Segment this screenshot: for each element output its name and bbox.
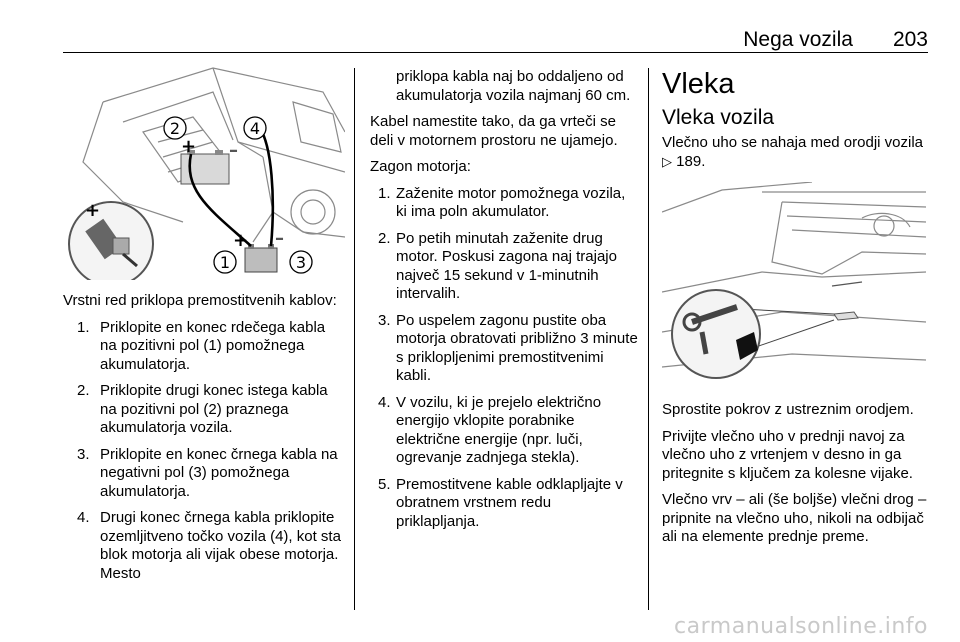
- towing-eye-illustration: [662, 182, 926, 387]
- intro-text: Vrstni red priklopa premostitvenih kablov:: [63, 292, 337, 309]
- auxiliary-battery: [245, 248, 277, 272]
- header-rule: [63, 52, 928, 53]
- list-item: 3. Priklopite en konec črnega kabla na negativni pol (3) pomožnega akumulatorja.: [77, 445, 338, 500]
- minus-sign-aux: –: [275, 228, 284, 249]
- list-item: 4. Drugi konec črnega kabla priklopite ozemljitveno točko vozila (4), kot sta blok motorja ali vijak obese motorja. Mesto: [77, 509, 341, 582]
- callout-3: 3: [295, 253, 307, 272]
- paragraph: Zagon motorja:: [370, 158, 471, 175]
- page-header: [63, 28, 928, 50]
- list-item: 1. Priklopite en konec rdečega kabla na pozitivni pol (1) pomožnega akumulatorja.: [77, 318, 326, 373]
- list-item: 2. Po petih minutah zaženite drug motor. Poskusi zagona naj trajajo največ 15 sekund v 1-minutnih intervalih.: [378, 229, 617, 302]
- paragraph: Vlečno vrv – ali (še boljše) vlečni drog – pripnite na vlečno uho, nikoli na odbijač ali na elemente prednje preme.: [662, 491, 927, 545]
- jump-start-illustration: [63, 62, 345, 280]
- continuation-text: priklopa kabla naj bo oddaljeno od akumulatorja vozila najmanj 60 cm.: [396, 68, 631, 104]
- connection-steps: [63, 319, 345, 584]
- inset-plus-sign: +: [85, 200, 101, 221]
- column-divider-2: [648, 68, 649, 610]
- list-item: 5. Premostitvene kable odklapljajte v obratnem vrstnem redu priklapljanja.: [378, 475, 623, 530]
- start-steps: [370, 185, 638, 532]
- callout-4: 4: [249, 119, 261, 138]
- cable-negative: [257, 124, 273, 246]
- battery-terminal-negative: [215, 150, 223, 155]
- paragraph: Vlečno uho se nahaja med orodji vozila ▷ 189.: [662, 134, 923, 170]
- callout-1: 1: [219, 253, 231, 272]
- paragraph: Kabel namestite tako, da ga vrteči se deli v motornem prostoru ne ujamejo.: [370, 113, 618, 149]
- minus-sign-vehicle: –: [229, 140, 238, 161]
- plus-sign-vehicle: +: [181, 136, 197, 157]
- paragraph: Privijte vlečno uho v prednji navoj za vlečno uho z vrtenjem v desno in ga pritegnite s ključem za kolesne vijake.: [662, 427, 913, 482]
- page-reference-icon[interactable]: ▷: [662, 154, 672, 170]
- column-3: [662, 68, 930, 555]
- subsection-heading: Vleka vozila: [662, 106, 775, 129]
- section-heading: Vleka: [662, 68, 735, 100]
- paragraph: Sprostite pokrov z ustreznim orodjem.: [662, 401, 914, 418]
- detail-inset: [672, 290, 760, 378]
- plus-sign-aux: +: [233, 230, 249, 251]
- vehicle-battery: [181, 154, 229, 184]
- page-number: 203: [892, 28, 928, 51]
- list-item: 3. Po uspelem zagonu pustite oba motorja obratovati približno 3 minute s priklopljenimi premostitvenimi kabli.: [378, 311, 638, 384]
- column-1: [63, 62, 345, 591]
- list-item: 2. Priklopite drugi konec istega kabla na pozitivni pol (2) praznega akumulatorja vozila.: [77, 382, 328, 436]
- column-2: [370, 68, 638, 539]
- watermark: carmanualsonline.info: [674, 614, 928, 639]
- column-divider-1: [354, 68, 355, 610]
- list-item: 1. Zaženite motor pomožnega vozila, ki ima poln akumulator.: [378, 184, 626, 220]
- page-reference[interactable]: 189.: [676, 152, 706, 170]
- callout-2: 2: [169, 119, 181, 138]
- tow-eye-socket: [834, 312, 858, 320]
- section-title: Nega vozila: [743, 28, 853, 51]
- list-item: 4. V vozilu, ki je prejelo električno energijo vklopite porabnike električne energije (npr. luči, ogrevanje zadnjega stekla).: [378, 393, 602, 466]
